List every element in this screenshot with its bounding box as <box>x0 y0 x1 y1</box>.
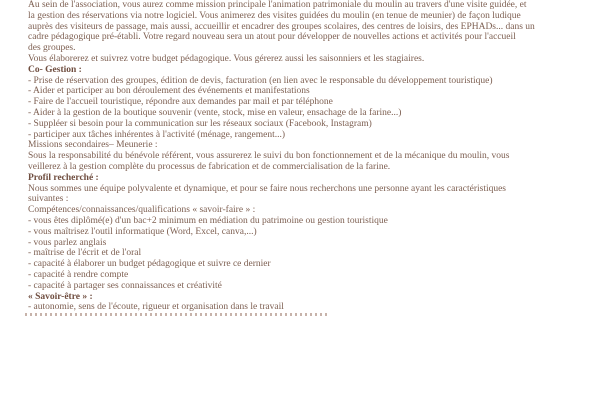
missions-body-line: Sous la responsabilité du bénévole référent, vous assurerez le suivi du bon fonctionnement et de la mécanique du moulin, vous <box>28 151 510 162</box>
competences-item: - vous maîtrisez l'outil informatique (Word, Excel, canva,...) <box>28 226 257 237</box>
missions-body-line: veillerez à la gestion complète du processus de fabrication et de commercialisation de la farine. <box>28 161 391 172</box>
intro-paragraph-line: auprès des visiteurs de passage, mais aussi, accueillir et encadrer des groupes scolaires, des centres de loisirs, des EPHADs... dans un <box>28 21 535 32</box>
missions-heading: Missions secondaires– Meunerie : <box>28 140 158 151</box>
co-gestion-item: - Aider et participer au bon déroulement des événements et manifestations <box>28 86 310 97</box>
intro-line-clipped: Au sein de l'association, vous aurez comme mission principale l'animation patrimoniale du moulin au travers d'une visite guidée, et <box>28 0 527 10</box>
intro-paragraph-line: la gestion des réservations via notre logiciel. Vous animerez des visites guidées du moulin (en tenue de meunier) de façon ludique <box>28 10 521 21</box>
competences-item: - maîtrise de l'écrit et de l'oral <box>28 248 142 259</box>
intro-paragraph-2: Vous élaborerez et suivrez votre budget pédagogique. Vous gérerez aussi les saisonniers et les stagiaires. <box>28 53 425 64</box>
competences-subheading: Compétences/connaissances/qualifications « savoir-faire » : <box>28 205 256 216</box>
competences-item: - vous parlez anglais <box>28 237 107 248</box>
clipped-text-line <box>25 313 327 316</box>
competences-item: - capacité à rendre compte <box>28 269 129 280</box>
profil-intro-line: Nous sommes une équipe polyvalente et dynamique, et pour se faire nous recherchons une personne ayant les caractéristiques <box>28 183 507 194</box>
profil-intro-line: suivantes : <box>28 194 69 205</box>
profil-heading: Profil recherché : <box>28 172 99 183</box>
competences-item: - capacité à partager ses connaissances et créativité <box>28 280 222 291</box>
co-gestion-item: - participer aux tâches inhérentes à l'activité (ménage, rangement...) <box>28 129 286 140</box>
intro-paragraph-line: des groupes. <box>28 43 76 54</box>
savoir-etre-heading: « Savoir-être » : <box>28 291 93 302</box>
competences-item: - vous êtes diplômé(e) d'un bac+2 minimum en médiation du patrimoine ou gestion touristique <box>28 215 388 226</box>
savoir-etre-item: - autonomie, sens de l'écoute, rigueur et organisation dans le travail <box>28 302 284 313</box>
intro-paragraph-line: cadre pédagogique pré-établi. Votre regard nouveau sera un atout pour développer de nouvelles actions et activités pour l'accueil <box>28 32 516 43</box>
co-gestion-item: - Faire de l'accueil touristique, répondre aux demandes par mail et par téléphone <box>28 97 333 108</box>
competences-item: - capacité à élaborer un budget pédagogique et suivre ce dernier <box>28 259 271 270</box>
co-gestion-item: - Aider à la gestion de la boutique souvenir (vente, stock, mise en valeur, ensachage de la farine...) <box>28 107 402 118</box>
co-gestion-heading: Co- Gestion : <box>28 64 82 75</box>
co-gestion-item: - Suppléer si besoin pour la communication sur les réseaux sociaux (Facebook, Instagram) <box>28 118 372 129</box>
co-gestion-item: - Prise de réservation des groupes, édition de devis, facturation (en lien avec le responsable du développement touristique) <box>28 75 493 86</box>
